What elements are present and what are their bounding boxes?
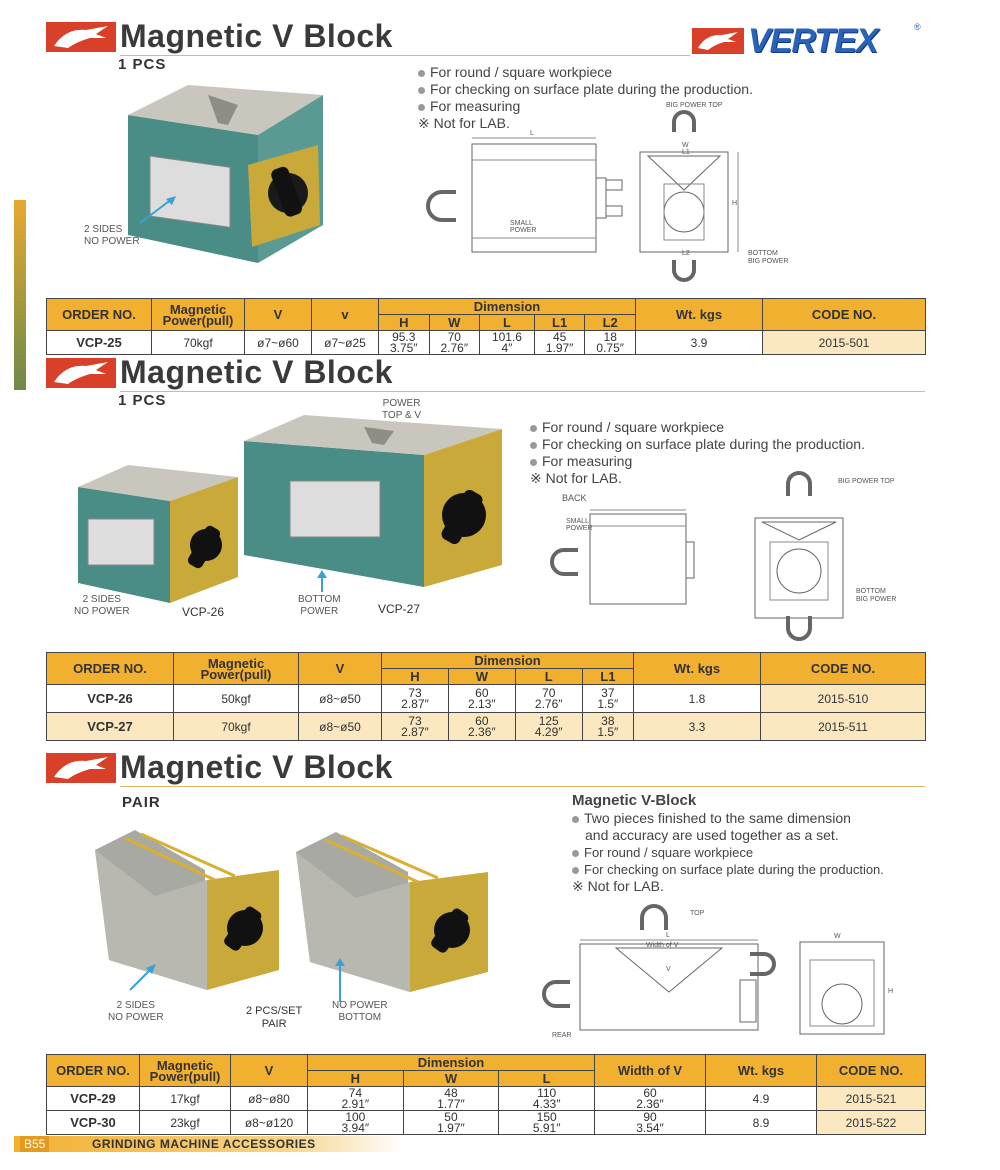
title-rule <box>120 391 925 392</box>
label-small-power: SMALL POWER <box>510 220 537 234</box>
section-title: Magnetic V Block <box>120 749 393 785</box>
photo-label-bottom-power: BOTTOM POWER <box>298 594 341 617</box>
section-subtitle: 1 PCS <box>118 56 167 73</box>
eagle-logo-icon <box>46 753 116 783</box>
model-label: VCP-26 <box>182 605 225 619</box>
label-L1: L1 <box>682 149 690 156</box>
col-wt: Wt. kgs <box>634 653 761 685</box>
page-number: B55 <box>20 1136 49 1152</box>
table-row: VCP-25 70kgf ø7~ø60 ø7~ø25 95.3 3.75″ 70 2.76″ 101.6 4″ 45 1.97″ 18 0.75″ 3.9 2015-501 <box>47 331 926 355</box>
photo-label-c: NO POWER BOTTOM <box>332 1000 388 1023</box>
feature-item: For round / square workpiece <box>530 419 865 436</box>
table-row: VCP-26 50kgf ø8~ø50 73 2.87″ 60 2.13″ 70 2.76″ 37 1.5″ 1.8 2015-510 <box>47 685 926 713</box>
col-H: H <box>308 1071 404 1087</box>
col-L: L <box>515 669 582 685</box>
col-order: ORDER NO. <box>47 1055 140 1087</box>
col-L: L <box>499 1071 595 1087</box>
label-W: W <box>682 142 689 149</box>
spec-table-2 <box>46 652 926 741</box>
label-H: H <box>888 988 894 995</box>
model-label: VCP-27 <box>378 602 421 616</box>
label-big-power-top: BIG POWER TOP <box>666 102 723 109</box>
arrow-up-icon <box>334 958 346 1002</box>
feature-item: For checking on surface plate during the production. <box>572 861 884 878</box>
label-big-power-top: BIG POWER TOP <box>838 478 895 485</box>
col-V: V <box>245 299 312 331</box>
feature-item: For measuring <box>530 453 865 470</box>
col-wt: Wt. kgs <box>706 1055 817 1087</box>
col-L1: L1 <box>582 669 633 685</box>
brand-name: VERTEX <box>748 22 878 60</box>
col-code: CODE NO. <box>761 653 926 685</box>
col-V: V <box>299 653 382 685</box>
arrow-up-icon <box>316 570 328 592</box>
label-H: H <box>732 200 738 207</box>
col-H: H <box>379 315 430 331</box>
technical-drawing-vcp26-27 <box>540 470 930 650</box>
col-wt: Wt. kgs <box>636 299 763 331</box>
feature-item: For round / square workpiece <box>572 844 884 861</box>
product-photo-vcp29 <box>95 830 280 995</box>
label-back: BACK <box>562 493 587 503</box>
title-rule <box>120 55 690 56</box>
label-small-power: SMALL POWER <box>566 518 593 532</box>
product-photo-vcp30 <box>296 832 491 997</box>
label-top: TOP <box>690 910 705 917</box>
label-L: L <box>666 932 670 939</box>
note: ※ Not for LAB. <box>530 470 622 486</box>
feature-item-cont: and accuracy are used together as a set. <box>585 827 839 843</box>
section-title: Magnetic V Block <box>120 18 393 54</box>
eagle-logo-icon <box>46 22 116 52</box>
label-big-power: BIG POWER <box>748 258 789 265</box>
feature-item: For round / square workpiece <box>418 64 753 81</box>
label-big-power: BIG POWER <box>856 596 897 603</box>
table-row: VCP-27 70kgf ø8~ø50 73 2.87″ 60 2.36″ 125 4.29″ 38 1.5″ 3.3 2015-511 <box>47 713 926 741</box>
footer-bar <box>14 1136 404 1152</box>
col-order: ORDER NO. <box>47 299 152 331</box>
section-title: Magnetic V Block <box>120 354 393 390</box>
col-dimension: Dimension <box>308 1055 595 1071</box>
spec-table-3 <box>46 1054 926 1135</box>
col-W: W <box>429 315 480 331</box>
photo-label-no-power: 2 SIDES NO POWER <box>74 594 130 617</box>
edge-tab <box>14 200 26 390</box>
col-H: H <box>382 669 449 685</box>
col-W: W <box>448 669 515 685</box>
registered-mark: ® <box>914 22 921 32</box>
feature-item: Two pieces finished to the same dimension <box>572 810 884 827</box>
label-W: W <box>834 933 841 940</box>
photo-label-power-top: POWER TOP & V <box>382 398 422 421</box>
technical-drawing-vcp29-30 <box>530 900 920 1045</box>
label-L: L <box>530 130 534 137</box>
section-subtitle: 1 PCS <box>118 392 167 409</box>
label-width-of-v: Width of V <box>646 942 679 949</box>
feature-item: For checking on surface plate during the production. <box>530 436 865 453</box>
arrow-icon <box>138 195 178 225</box>
product-photo-vcp27 <box>244 415 504 590</box>
col-V: V <box>231 1055 308 1087</box>
photo-label-a: 2 SIDES NO POWER <box>108 1000 164 1023</box>
feature-item: For measuring <box>418 98 753 115</box>
col-L1: L1 <box>534 315 585 331</box>
feature-list <box>572 810 884 895</box>
title-rule <box>120 786 925 787</box>
technical-drawing-vcp25 <box>420 100 800 290</box>
label-bottom: BOTTOM <box>748 250 778 257</box>
vertex-logo <box>692 22 922 60</box>
table-row: VCP-30 23kgf ø8~ø120 100 3.94″ 50 1.97″ 150 5.91″ 90 3.54″ 8.9 2015-522 <box>47 1111 926 1135</box>
note: ※ Not for LAB. <box>572 878 664 894</box>
label-rear: REAR <box>552 1032 572 1039</box>
label-V: V <box>666 966 671 973</box>
col-code: CODE NO. <box>763 299 926 331</box>
col-order: ORDER NO. <box>47 653 174 685</box>
product-photo-vcp25 <box>128 85 323 265</box>
col-v: v <box>312 299 379 331</box>
label-bottom: BOTTOM <box>856 588 886 595</box>
col-dimension: Dimension <box>382 653 634 669</box>
label-L2: L2 <box>682 250 690 257</box>
col-W: W <box>403 1071 499 1087</box>
col-width-of-v: Width of V <box>595 1055 706 1087</box>
note: ※ Not for LAB. <box>418 115 510 131</box>
footer-category: GRINDING MACHINE ACCESSORIES <box>92 1137 316 1151</box>
product-photo-vcp26 <box>78 465 240 605</box>
col-code: CODE NO. <box>817 1055 926 1087</box>
col-mag: Magnetic Power(pull) <box>152 299 245 331</box>
table-row: VCP-29 17kgf ø8~ø80 74 2.91″ 48 1.77″ 110 4.33″ 60 2.36″ 4.9 2015-521 <box>47 1087 926 1111</box>
eagle-logo-icon <box>46 358 116 388</box>
section-subtitle: PAIR <box>122 794 161 811</box>
arrow-icon <box>128 962 158 992</box>
col-dimension: Dimension <box>379 299 636 315</box>
photo-label-b: 2 PCS/SET PAIR <box>246 1005 303 1030</box>
col-L2: L2 <box>585 315 636 331</box>
feature-item: For checking on surface plate during the production. <box>418 81 753 98</box>
feature-heading: Magnetic V-Block <box>572 792 697 809</box>
photo-label: 2 SIDES NO POWER <box>84 224 140 247</box>
col-L: L <box>480 315 535 331</box>
col-mag: Magnetic Power(pull) <box>174 653 299 685</box>
col-mag: Magnetic Power(pull) <box>140 1055 231 1087</box>
spec-table-1 <box>46 298 926 355</box>
